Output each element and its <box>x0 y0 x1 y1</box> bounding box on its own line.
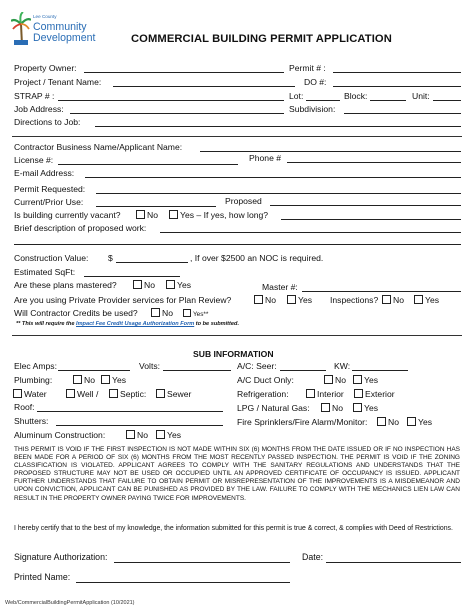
email-label: E-mail Address: <box>14 168 75 178</box>
shutters-field[interactable] <box>56 425 223 426</box>
credits-no-label: No <box>162 308 173 318</box>
license-label: License #: <box>14 155 54 165</box>
sewer-checkbox[interactable] <box>156 389 165 398</box>
credits-yes-checkbox[interactable] <box>183 309 191 317</box>
vacant-duration-field[interactable] <box>281 219 461 220</box>
aluminum-no-option[interactable] <box>123 430 148 440</box>
fire-sprinklers-yes-label: Yes <box>418 417 433 427</box>
phone-field[interactable] <box>287 162 461 163</box>
fire-sprinklers-no-label: No <box>388 417 399 427</box>
aluminum-no-label: No <box>137 430 148 440</box>
brief-description-label: Brief description of proposed work: <box>14 223 147 233</box>
water-checkbox[interactable] <box>13 389 22 398</box>
mastered-no-label: No <box>144 280 155 290</box>
dollar-sign: $ <box>108 253 113 263</box>
printed-name-label: Printed Name: <box>14 572 71 582</box>
refrigeration-label: Refrigeration: <box>237 389 289 399</box>
elec-amps-field[interactable] <box>58 370 130 371</box>
fire-sprinklers-label: Fire Sprinklers/Fire Alarm/Monitor: <box>237 417 368 427</box>
palm-tree-icon <box>11 12 31 46</box>
section-divider <box>12 335 462 336</box>
ac-duct-yes-option[interactable] <box>350 375 378 385</box>
private-provider-label: Are you using Private Provider services for Plan Review? <box>14 295 232 305</box>
refrigeration-exterior-checkbox[interactable] <box>354 389 363 398</box>
logo-development-text: Development <box>33 32 96 44</box>
plumbing-yes-option[interactable] <box>98 375 126 385</box>
block-label: Block: <box>344 91 368 101</box>
private-provider-no-checkbox[interactable] <box>254 295 263 304</box>
project-tenant-field[interactable] <box>113 86 295 87</box>
proposed-label: Proposed <box>225 196 262 206</box>
block-field[interactable] <box>370 100 406 101</box>
refrigeration-exterior-option[interactable] <box>351 389 395 399</box>
impact-fee-form-link[interactable]: Impact Fee Credit Usage Authorization Form <box>76 321 195 327</box>
aluminum-construction-label: Aluminum Construction: <box>14 430 106 440</box>
directions-field[interactable] <box>95 126 461 127</box>
private-provider-yes-checkbox[interactable] <box>287 295 296 304</box>
refrigeration-interior-option[interactable] <box>303 389 344 399</box>
signature-field[interactable] <box>114 562 290 563</box>
unit-field[interactable] <box>433 100 461 101</box>
subdivision-field[interactable] <box>344 113 461 114</box>
certification-statement: I hereby certify that to the best of my knowledge, the information submitted for this permit is true & correct, & complies with Deed of Restrictions. <box>14 525 453 532</box>
permit-requested-field[interactable] <box>96 193 461 194</box>
proposed-use-field[interactable] <box>270 205 461 206</box>
credits-yes-option[interactable] <box>180 309 208 318</box>
mastered-no-checkbox[interactable] <box>133 280 142 289</box>
lpg-label: LPG / Natural Gas: <box>237 403 310 413</box>
impact-fee-note-prefix: This will require the <box>21 321 75 327</box>
plumbing-no-label: No <box>84 375 95 385</box>
kw-label: KW: <box>334 361 351 371</box>
vacant-no-option[interactable] <box>133 210 158 220</box>
plumbing-yes-label: Yes <box>112 375 127 385</box>
page-title: COMMERCIAL BUILDING PERMIT APPLICATION <box>131 33 392 45</box>
ac-duct-no-checkbox[interactable] <box>324 375 333 384</box>
plumbing-label: Plumbing: <box>14 375 53 385</box>
aluminum-yes-label: Yes <box>167 430 182 440</box>
shutters-label: Shutters: <box>14 416 49 426</box>
refrigeration-interior-label: Interior <box>317 389 344 399</box>
inspections-yes-checkbox[interactable] <box>414 295 423 304</box>
email-field[interactable] <box>85 177 461 178</box>
lot-label: Lot: <box>289 91 304 101</box>
volts-field[interactable] <box>163 370 231 371</box>
brief-description-field-2[interactable] <box>14 244 461 245</box>
date-field[interactable] <box>326 562 461 563</box>
ac-duct-no-label: No <box>335 375 346 385</box>
footer-form-id: Web/CommercialBuildingPermitApplication (10/2021) <box>5 600 135 606</box>
construction-value-label: Construction Value: <box>14 253 89 263</box>
ac-duct-no-option[interactable] <box>321 375 346 385</box>
refrigeration-interior-checkbox[interactable] <box>306 389 315 398</box>
aluminum-yes-option[interactable] <box>153 430 181 440</box>
estimated-sqft-label: Estimated SqFt: <box>14 267 76 277</box>
mastered-yes-checkbox[interactable] <box>166 280 175 289</box>
mastered-label: Are these plans mastered? <box>14 280 117 290</box>
roof-field[interactable] <box>37 411 223 412</box>
date-label: Date: <box>302 552 324 562</box>
vacant-yes-label: Yes – If yes, how long? <box>180 210 269 220</box>
estimated-sqft-field[interactable] <box>84 276 180 277</box>
strap-field[interactable] <box>58 100 284 101</box>
inspections-no-option[interactable] <box>379 295 404 305</box>
inspections-yes-label: Yes <box>425 295 440 305</box>
master-number-field[interactable] <box>302 291 461 292</box>
roof-label: Roof: <box>14 402 35 412</box>
inspections-no-label: No <box>393 295 404 305</box>
lpg-no-option[interactable] <box>318 403 343 413</box>
void-notice-paragraph: THIS PERMIT IS VOID IF THE FIRST INSPECTION IS NOT MADE WITHIN SIX (6) MONTHS FROM THE DATE ISSUED OR IF NO INSPECTION HAS BEEN MADE FOR A PERIOD OF SIX (6) MONTHS FROM THE MOST RECENTLY PASSED INSPECTION. THE PERMIT IS VOID IF THE ZONING CLASSIFICATION IS VIOLATED. APPLICANT AGREES TO COMPLY WITH THE SANITARY REGULATIONS AND UNDERSTANDS THAT THE PROPOSED STRUCTURE MAY NOT BE USED OR OCCUPIED UNTIL AN APPROVED CERTIFICATE OF OCCUPANCY IS ISSUED. APPLICANT FURTHER UNDERSTANDS THAT FAILURE TO OBTAIN PERMIT OR MISREPRESENTATION OF THE IMPROVEMENTS IS A MISDEMEANOR AND UPON CONVICTION, APPLICANT CAN BE PUNISHED AS PROVIDED BY THE LAW. FAILURE TO COMPLY WITH THE MECHANICS LIEN LAW CAN RESULT IN THE PROPERTY OWNER PAYING TWICE FOR IMPROVEMENTS. <box>14 446 460 502</box>
mastered-yes-option[interactable] <box>163 280 191 290</box>
plumbing-yes-checkbox[interactable] <box>101 375 110 384</box>
ac-seer-field[interactable] <box>280 370 326 371</box>
mastered-yes-label: Yes <box>177 280 192 290</box>
refrigeration-exterior-label: Exterior <box>365 389 395 399</box>
ac-duct-only-label: A/C Duct Only: <box>237 375 294 385</box>
lpg-yes-checkbox[interactable] <box>353 403 362 412</box>
directions-label: Directions to Job: <box>14 117 81 127</box>
inspections-no-checkbox[interactable] <box>382 295 391 304</box>
private-provider-no-label: No <box>265 295 276 305</box>
brief-description-field[interactable] <box>160 232 461 233</box>
fire-sprinklers-no-option[interactable] <box>374 417 399 427</box>
impact-fee-note-stars: ** <box>16 321 21 327</box>
mastered-no-option[interactable] <box>130 280 155 290</box>
water-label: Water <box>24 389 47 399</box>
private-provider-no-option[interactable] <box>251 295 276 305</box>
vacant-yes-option[interactable] <box>166 210 268 220</box>
vacant-yes-checkbox[interactable] <box>169 210 178 219</box>
plumbing-no-checkbox[interactable] <box>73 375 82 384</box>
logo <box>11 11 123 47</box>
septic-option[interactable] <box>106 389 146 399</box>
do-number-field[interactable] <box>333 86 461 87</box>
well-label: Well / <box>77 389 99 399</box>
current-use-field[interactable] <box>96 206 216 207</box>
credits-no-option[interactable] <box>148 308 173 318</box>
well-option[interactable] <box>63 389 98 399</box>
lpg-yes-label: Yes <box>364 403 379 413</box>
inspections-label: Inspections? <box>330 295 379 305</box>
do-number-label: DO #: <box>304 77 327 87</box>
water-option[interactable] <box>10 389 47 399</box>
fire-sprinklers-no-checkbox[interactable] <box>377 417 386 426</box>
ac-duct-yes-label: Yes <box>364 375 379 385</box>
aluminum-yes-checkbox[interactable] <box>156 430 165 439</box>
sub-information-heading: SUB INFORMATION <box>193 349 274 359</box>
strap-label: STRAP # : <box>14 91 55 101</box>
license-field[interactable] <box>58 164 238 165</box>
private-provider-yes-option[interactable] <box>284 295 312 305</box>
impact-fee-note <box>16 322 239 328</box>
job-address-field[interactable] <box>70 113 284 114</box>
plumbing-no-option[interactable] <box>70 375 95 385</box>
phone-label: Phone # <box>249 153 282 163</box>
well-checkbox[interactable] <box>66 389 75 398</box>
ac-seer-label: A/C: Seer: <box>237 361 277 371</box>
lpg-yes-option[interactable] <box>350 403 378 413</box>
section-divider <box>12 136 462 137</box>
vacant-no-label: No <box>147 210 158 220</box>
noc-note: , If over $2500 an NOC is required. <box>190 253 324 263</box>
aluminum-no-checkbox[interactable] <box>126 430 135 439</box>
permit-number-field[interactable] <box>333 72 461 73</box>
master-number-label: Master #: <box>262 282 298 292</box>
fire-sprinklers-yes-checkbox[interactable] <box>407 417 416 426</box>
contractor-name-field[interactable] <box>200 151 461 152</box>
lot-field[interactable] <box>306 100 340 101</box>
volts-label: Volts: <box>139 361 161 371</box>
property-owner-field[interactable] <box>84 72 284 73</box>
current-use-label: Current/Prior Use: <box>14 197 84 207</box>
septic-checkbox[interactable] <box>109 389 118 398</box>
ac-duct-yes-checkbox[interactable] <box>353 375 362 384</box>
project-tenant-label: Project / Tenant Name: <box>14 77 102 87</box>
property-owner-label: Property Owner: <box>14 63 77 73</box>
kw-field[interactable] <box>352 370 408 371</box>
sewer-option[interactable] <box>153 389 191 399</box>
logo-community-text: Community <box>33 21 87 33</box>
signature-authorization-label: Signature Authorization: <box>14 552 108 562</box>
septic-label: Septic: <box>120 389 147 399</box>
vacant-no-checkbox[interactable] <box>136 210 145 219</box>
elec-amps-label: Elec Amps: <box>14 361 57 371</box>
permit-number-label: Permit # : <box>289 63 326 73</box>
contractor-credits-label: Will Contractor Credits be used? <box>14 308 138 318</box>
fire-sprinklers-yes-option[interactable] <box>404 417 432 427</box>
construction-value-field[interactable] <box>116 262 188 263</box>
unit-label: Unit: <box>412 91 430 101</box>
inspections-yes-option[interactable] <box>411 295 439 305</box>
sewer-label: Sewer <box>167 389 192 399</box>
vacant-label: Is building currently vacant? <box>14 210 121 220</box>
job-address-label: Job Address: <box>14 104 64 114</box>
permit-requested-label: Permit Requested: <box>14 184 86 194</box>
contractor-name-label: Contractor Business Name/Applicant Name: <box>14 142 183 152</box>
private-provider-yes-label: Yes <box>298 295 313 305</box>
credits-yes-label: Yes** <box>193 311 209 318</box>
credits-no-checkbox[interactable] <box>151 308 160 317</box>
lpg-no-label: No <box>332 403 343 413</box>
subdivision-label: Subdivision: <box>289 104 336 114</box>
printed-name-field[interactable] <box>76 582 290 583</box>
lpg-no-checkbox[interactable] <box>321 403 330 412</box>
logo-county-text: Lee County <box>33 14 57 19</box>
impact-fee-note-suffix: to be submitted. <box>195 321 239 327</box>
